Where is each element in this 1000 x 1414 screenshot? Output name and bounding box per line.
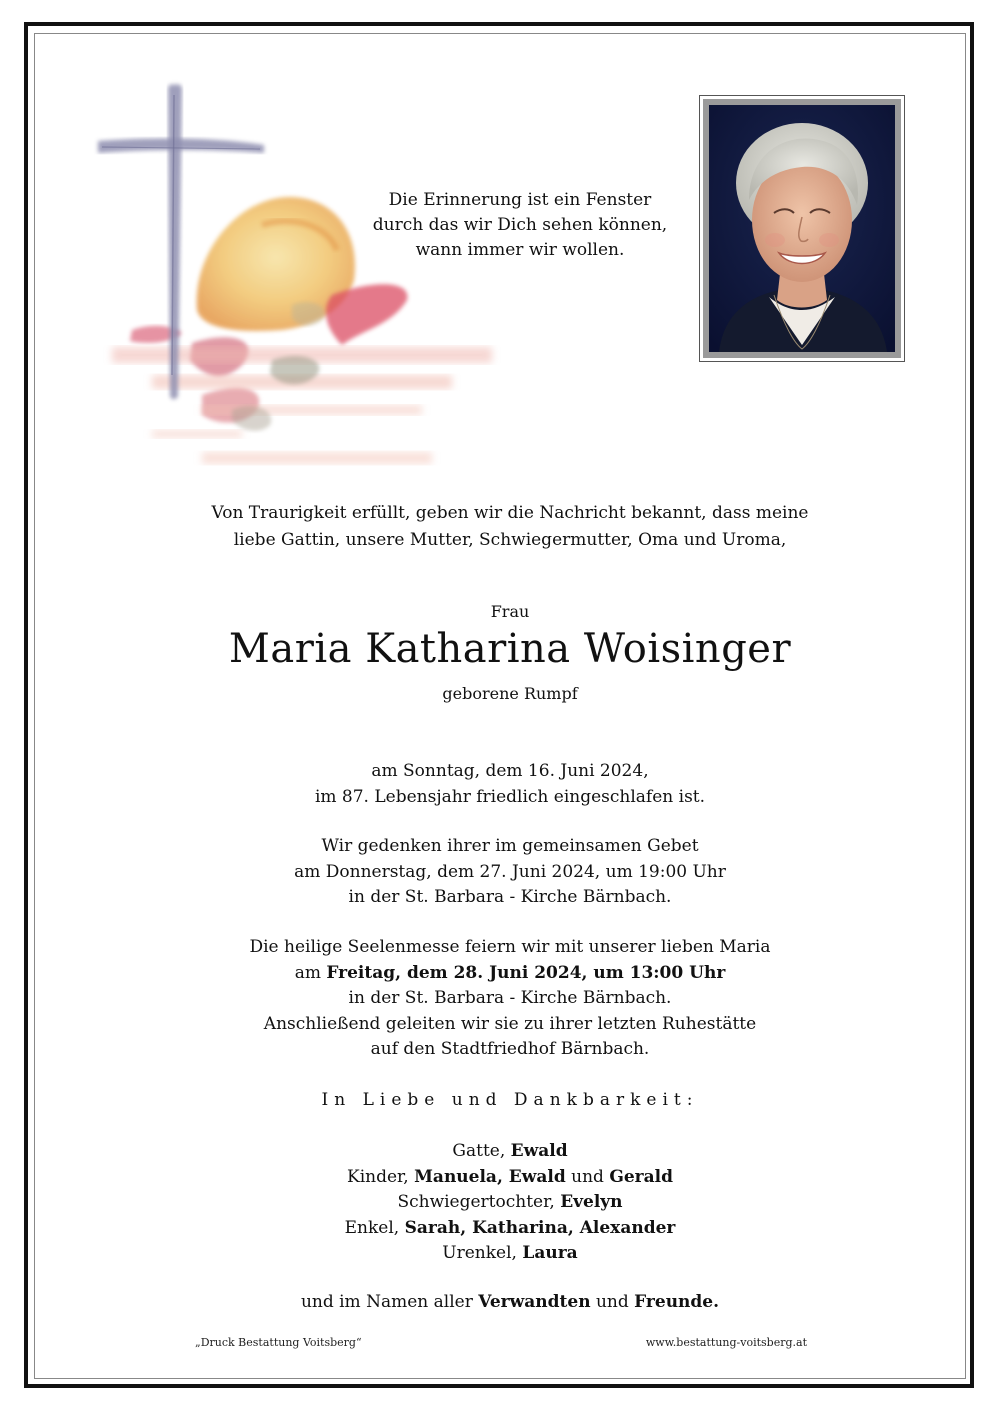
quote-line: Die Erinnerung ist ein Fenster bbox=[388, 190, 652, 210]
spouse-line bbox=[150, 1139, 870, 1165]
mass-datetime-prefix: am bbox=[294, 962, 327, 983]
intro-line: liebe Gattin, unsere Mutter, Schwiegermutter, Oma und Uroma, bbox=[233, 530, 787, 550]
prayer-datetime-line: am Donnerstag, dem 27. Juni 2024, um 19:00 Uhr bbox=[294, 861, 726, 882]
closing-and: und bbox=[590, 1292, 635, 1312]
quote-line: wann immer wir wollen. bbox=[415, 240, 625, 260]
intro-line: Von Traurigkeit erfüllt, geben wir die Nachricht bekannt, dass meine bbox=[211, 503, 809, 523]
prayer-notice bbox=[150, 834, 870, 911]
closing-friends: Freunde. bbox=[634, 1292, 720, 1312]
inlaw-line bbox=[150, 1190, 870, 1216]
death-age-line: im 87. Lebensjahr friedlich eingeschlafen ist. bbox=[314, 786, 706, 807]
children-and: und bbox=[565, 1166, 610, 1187]
greatgrandchildren-line bbox=[150, 1241, 870, 1267]
website-link[interactable]: www.bestattung-voitsberg.at bbox=[645, 1336, 807, 1349]
memorial-quote bbox=[350, 188, 690, 263]
children-line bbox=[150, 1165, 870, 1191]
family-list bbox=[150, 1139, 870, 1267]
spouse-name: Ewald bbox=[510, 1141, 568, 1161]
birth-name: geborene Rumpf bbox=[442, 684, 578, 703]
closing-prefix: und im Namen aller bbox=[300, 1292, 479, 1312]
mass-location-line: in der St. Barbara - Kirche Bärnbach. bbox=[348, 988, 672, 1008]
death-date-line: am Sonntag, dem 16. Juni 2024, bbox=[371, 761, 649, 781]
portrait-photo bbox=[709, 105, 895, 352]
spouse-label: Gatte, bbox=[452, 1141, 511, 1161]
portrait-mat bbox=[703, 99, 901, 358]
mass-datetime: Freitag, dem 28. Juni 2024, um 13:00 Uhr bbox=[326, 962, 726, 983]
children-label: Kinder, bbox=[347, 1166, 415, 1187]
quote-line: durch das wir Dich sehen können, bbox=[372, 215, 668, 235]
grandchildren-names: Sarah, Katharina, Alexander bbox=[404, 1217, 676, 1238]
deceased-name: Maria Katharina Woisinger bbox=[228, 626, 792, 672]
grandchildren-label: Enkel, bbox=[344, 1217, 405, 1238]
mass-line: Die heilige Seelenmesse feiern wir mit unserer lieben Maria bbox=[249, 937, 771, 957]
inlaw-label: Schwiegertochter, bbox=[397, 1192, 561, 1212]
closing-relatives: Verwandten bbox=[478, 1292, 591, 1312]
greatgrandchildren-name: Laura bbox=[522, 1243, 578, 1263]
burial-line: Anschließend geleiten wir sie zu ihrer letzten Ruhestätte bbox=[263, 1013, 757, 1034]
inlaw-name: Evelyn bbox=[560, 1192, 623, 1212]
greatgrandchildren-label: Urenkel, bbox=[442, 1243, 523, 1263]
children-names: Manuela, Ewald bbox=[414, 1166, 566, 1187]
printer-credit: „Druck Bestattung Voitsberg“ bbox=[195, 1336, 362, 1349]
children-name-last: Gerald bbox=[609, 1166, 673, 1187]
announcement-intro bbox=[150, 500, 870, 554]
portrait-frame bbox=[699, 95, 905, 362]
prayer-line: Wir gedenken ihrer im gemeinsamen Gebet bbox=[321, 836, 699, 856]
salutation: Frau bbox=[490, 602, 530, 621]
mass-datetime-line bbox=[150, 961, 870, 987]
cemetery-line: auf den Stadtfriedhof Bärnbach. bbox=[370, 1039, 650, 1059]
cross-sunset-illustration bbox=[92, 75, 502, 475]
closing-line bbox=[150, 1292, 870, 1312]
death-notice bbox=[150, 759, 870, 810]
prayer-location-line: in der St. Barbara - Kirche Bärnbach. bbox=[348, 887, 672, 907]
grandchildren-line bbox=[150, 1216, 870, 1242]
mass-notice bbox=[150, 935, 870, 1063]
thanks-heading: In Liebe und Dankbarkeit: bbox=[321, 1090, 699, 1110]
